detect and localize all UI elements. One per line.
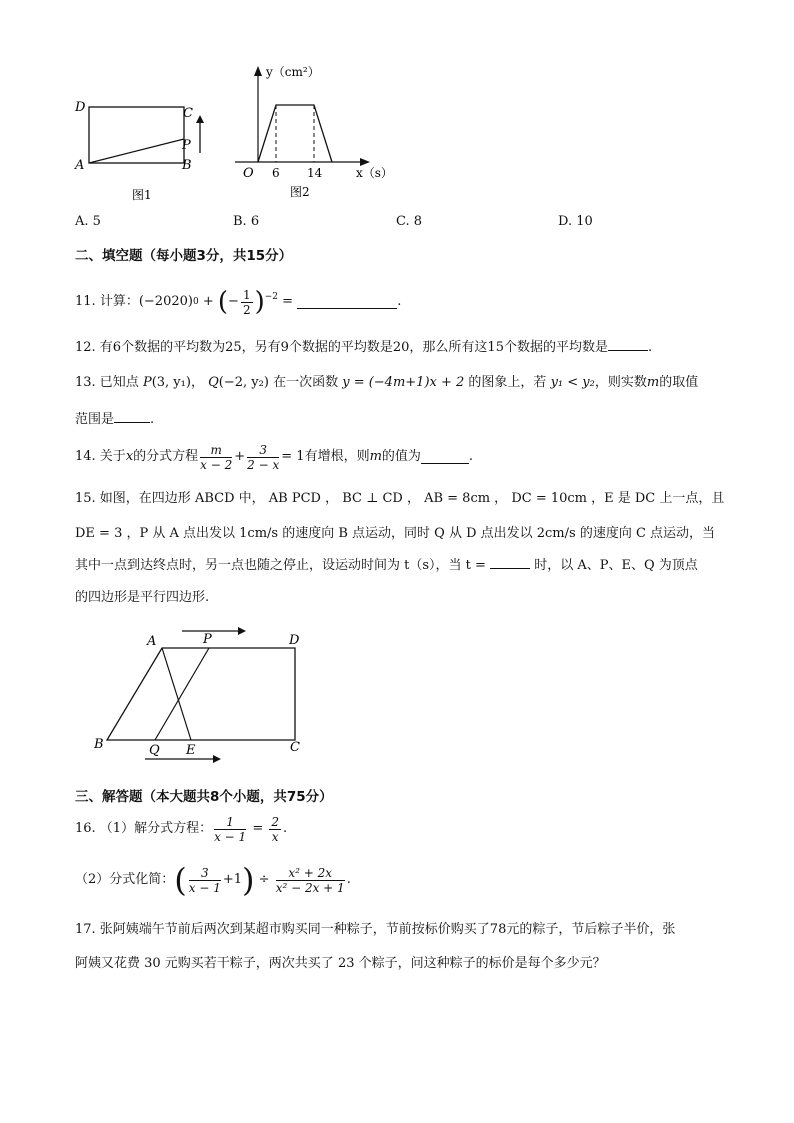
q16-part1: [75, 812, 287, 846]
q11-num: 11.: [75, 294, 96, 309]
y-axis-arrow-icon: [254, 66, 262, 76]
q14-end: .: [468, 449, 474, 464]
q13-sep: ，: [190, 375, 204, 390]
q16-p2-d1: x − 1: [188, 880, 221, 895]
q15-line3b: 时，以 A、P、E、Q 为顶点: [534, 558, 698, 573]
q11-base: (−2020): [138, 294, 193, 309]
q11-plus: +: [202, 294, 214, 309]
y-axis-label: y（cm²）: [266, 65, 320, 79]
q14-f1-den: x − 2: [200, 457, 233, 472]
q11-lead: 计算：: [99, 294, 139, 309]
fig3-label-q: Q: [149, 743, 160, 758]
q13-m: m: [646, 375, 660, 390]
tick-14: 14: [307, 166, 323, 180]
label-c: C: [183, 106, 193, 121]
q13-condition: y₁ < y₂: [550, 375, 595, 390]
q13-p-coords: (3, y₁): [151, 375, 191, 390]
q15-line3: [75, 556, 698, 576]
q11-answer-blank[interactable]: [297, 296, 397, 309]
q15-line3a: 其中一点到达终点时，另一点也随之停止，设运动时间为 t（s），当 t =: [75, 558, 486, 573]
q16-p2-n1: 3: [189, 866, 221, 881]
arrow-up-icon: [196, 115, 204, 123]
q16-p2-frac1: [189, 866, 221, 895]
q14-f2-den: 2 − x: [247, 457, 280, 472]
q16-p1-frac1: [214, 815, 246, 844]
q16-p1-d1: x − 1: [214, 829, 247, 844]
q16-p1-eq: =: [252, 821, 264, 836]
q14-plus: +: [234, 449, 246, 464]
q11-exp2: −2: [264, 292, 279, 302]
q16-p2-frac2: [276, 866, 345, 895]
q14-f1-num: m: [200, 443, 232, 458]
q13-part5: 的取值: [659, 375, 699, 390]
option-c: C. 8: [396, 214, 423, 229]
fig3-label-b: B: [94, 737, 104, 752]
q16-p1-end: .: [283, 821, 288, 836]
q16-p1-n1: 1: [214, 815, 246, 830]
q17-line1: 17. 张阿姨端午节前后两次到某超市购买同一种粽子，节前按标价购买了78元的粽子，节后粽子半价，张: [75, 922, 676, 937]
q14-tail2: 的值为: [381, 449, 421, 464]
q14: [75, 440, 473, 474]
q14-lead: 14. 关于: [75, 449, 126, 464]
q13-part3: 的图象上，若: [468, 375, 547, 390]
q12: [75, 338, 652, 358]
q16-p2-end: .: [346, 872, 351, 887]
fig3-label-d: D: [289, 633, 300, 648]
q11-minus: −: [228, 294, 239, 309]
q16-p2-n2: x² + 2x: [276, 866, 345, 881]
q14-x: x: [125, 449, 134, 464]
option-a: A. 5: [75, 214, 101, 229]
q12-text: 12. 有6个数据的平均数为25，另有9个数据的平均数是20，那么所有这15个数据的平均数是: [75, 340, 608, 355]
arrow-p-icon: [238, 627, 246, 635]
label-p: P: [182, 138, 191, 153]
q17-line2: 阿姨又花费 30 元购买若干粽子，两次共买了 23 个粽子，问这种粽子的标价是每个多少元？: [75, 956, 606, 971]
figure-2: [230, 60, 410, 205]
segment-ae: [162, 648, 191, 740]
q13-function: y = (−4m+1)x + 2: [342, 375, 465, 390]
figure-1: [70, 95, 220, 205]
q13-part1: 13. 已知点: [75, 375, 139, 390]
q14-fraction-1: [200, 443, 232, 472]
q11-exp0: 0: [192, 297, 199, 307]
q16-p1-d2: x: [271, 829, 279, 844]
q13-line2: [75, 410, 154, 430]
q16-p1-n2: 2: [271, 814, 279, 829]
section3-title: 三、解答题（本大题共8个小题，共75分）: [75, 789, 333, 805]
q16-p1-lead: 16. （1）解分式方程：: [75, 821, 213, 836]
q11-frac-den: 2: [242, 302, 251, 317]
q11-frac-num: 1: [242, 287, 251, 302]
label-b: B: [182, 158, 192, 173]
q14-tail: 有增根，则: [304, 449, 370, 464]
q13-end: .: [150, 412, 155, 427]
q14-fraction-2: [247, 443, 279, 472]
segment-ap: [89, 139, 184, 163]
fig3-label-p: P: [203, 632, 212, 647]
graph-line: [258, 105, 332, 162]
q14-eq: = 1: [281, 449, 305, 464]
q16-p2-div: ÷: [258, 872, 270, 887]
q13-part4: ，则实数: [594, 375, 647, 390]
q11: 11. 计算： (−2020) 0 + ( − $\frac{1}{2}$ ) $^{-2}$ = .: [75, 287, 402, 317]
q11-eq: =: [282, 294, 294, 309]
q11-fraction: [241, 288, 253, 317]
q14-m: m: [369, 449, 382, 464]
q14-mid: 的分式方程: [133, 449, 199, 464]
q15-answer-blank[interactable]: [490, 556, 530, 569]
q13-q-coords: (−2, y₂): [218, 375, 269, 390]
fig3-label-a: A: [147, 634, 157, 649]
q13-part2: 在一次函数: [273, 375, 339, 390]
q15-line1: 15. 如图，在四边形 ABCD 中， AB PCD ， BC ⊥ CD ， AB = 8cm ， DC = 10cm ，E 是 DC 上一点，且: [75, 491, 725, 506]
option-d: D. 10: [558, 214, 593, 229]
q14-answer-blank[interactable]: [421, 451, 469, 464]
figure-3: [90, 622, 315, 770]
option-b: B. 6: [233, 214, 260, 229]
arrow-q-icon: [213, 755, 221, 763]
q16-p2-plus1: +1: [222, 872, 243, 887]
rect-abcd: [89, 107, 184, 163]
q15-line2: DE = 3 ，P 从 A 点出发以 1cm/s 的速度向 B 点运动，同时 Q 从 D 点出发以 2cm/s 的速度向 C 点运动，当: [75, 526, 716, 541]
q16-part2: （2）分式化简： ( $\frac{3}{x - 1}$ +1 ) ÷ $\frac{\text{x² + 2x}}{\text{x² − 2x + 1}}$ .: [75, 861, 351, 899]
q14-f2-num: 3: [247, 443, 279, 458]
q13-line1: [75, 373, 698, 393]
label-a: A: [75, 158, 85, 173]
fig3-label-c: C: [290, 740, 300, 755]
q12-answer-blank[interactable]: [608, 338, 648, 351]
x-axis-arrow-icon: [360, 158, 370, 166]
q11-end: .: [397, 294, 402, 309]
fig1-caption: 图1: [132, 188, 152, 202]
tick-6: 6: [272, 166, 280, 180]
q13-line2-text: 范围是: [75, 412, 115, 427]
origin-label: O: [243, 166, 254, 181]
q16-p1-frac2: [269, 815, 281, 844]
segment-pq: [155, 648, 209, 740]
q16-p2-lead: （2）分式化简：: [75, 872, 175, 887]
q12-end: .: [647, 340, 653, 355]
q16-p2-d2: x² − 2x + 1: [275, 880, 345, 895]
fig3-label-e: E: [186, 743, 196, 758]
fig2-caption: 图2: [290, 185, 310, 199]
q15-line4: 的四边形是平行四边形.: [75, 590, 210, 605]
label-d: D: [75, 100, 86, 115]
x-axis-label: x（s）: [356, 166, 393, 180]
q13-point-q: Q: [208, 375, 219, 390]
section2-title: 二、填空题（每小题3分，共15分）: [75, 248, 293, 264]
q13-answer-blank[interactable]: [114, 410, 150, 423]
q13-point-p: P: [142, 375, 152, 390]
